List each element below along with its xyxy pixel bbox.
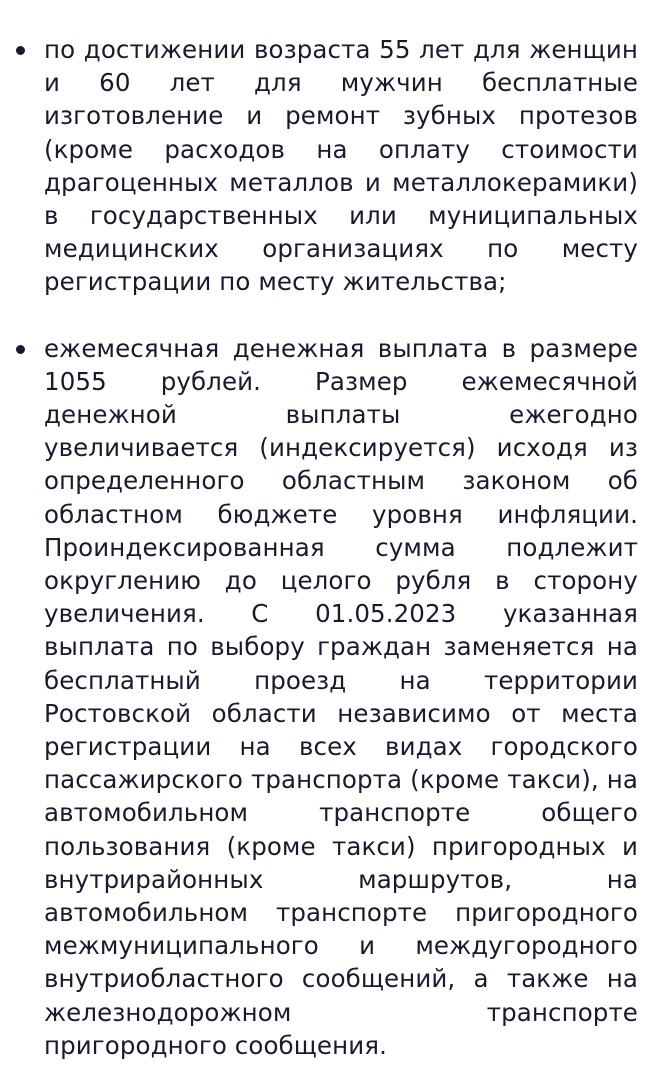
list-item bbox=[0, 33, 655, 299]
list-item-text: ежемесячная денежная выплата в размере 1055 рублей. Размер ежемесячной денежной выплаты ежегодно увеличивается (индексируется) исходя из определенного областным законом об областном бюджете уровня инфляции. Проиндексированная сумма подлежит округлению до целого рубля в сторону увеличения. С 01.05.2023 указанная выплата по выбору граждан заменяется на бесплатный проезд на территории Ростовской области независимо от места регистрации на всех видах городского пассажирского транспорта (кроме такси), на автомобильном транспорте общего пользования (кроме такси) пригородных и внутрирайонных маршрутов, на автомобильном транспорте пригородного межмуниципального и междугородного внутриобластного сообщений, а также на железнодорожном транспорте пригородного сообщения. bbox=[44, 333, 638, 1060]
list-item bbox=[0, 332, 655, 1062]
bullet-icon bbox=[16, 345, 25, 354]
benefits-list bbox=[0, 33, 655, 1062]
list-item-text: по достижении возраста 55 лет для женщин и 60 лет для мужчин бесплатные изготовление и ремонт зубных протезов (кроме расходов на оплату стоимости драгоценных металлов и металлокерамики) в государственных или муниципальных медицинских организациях по месту регистрации по месту жительства; bbox=[44, 35, 638, 297]
bullet-icon bbox=[16, 46, 25, 55]
document-body bbox=[0, 33, 655, 1062]
